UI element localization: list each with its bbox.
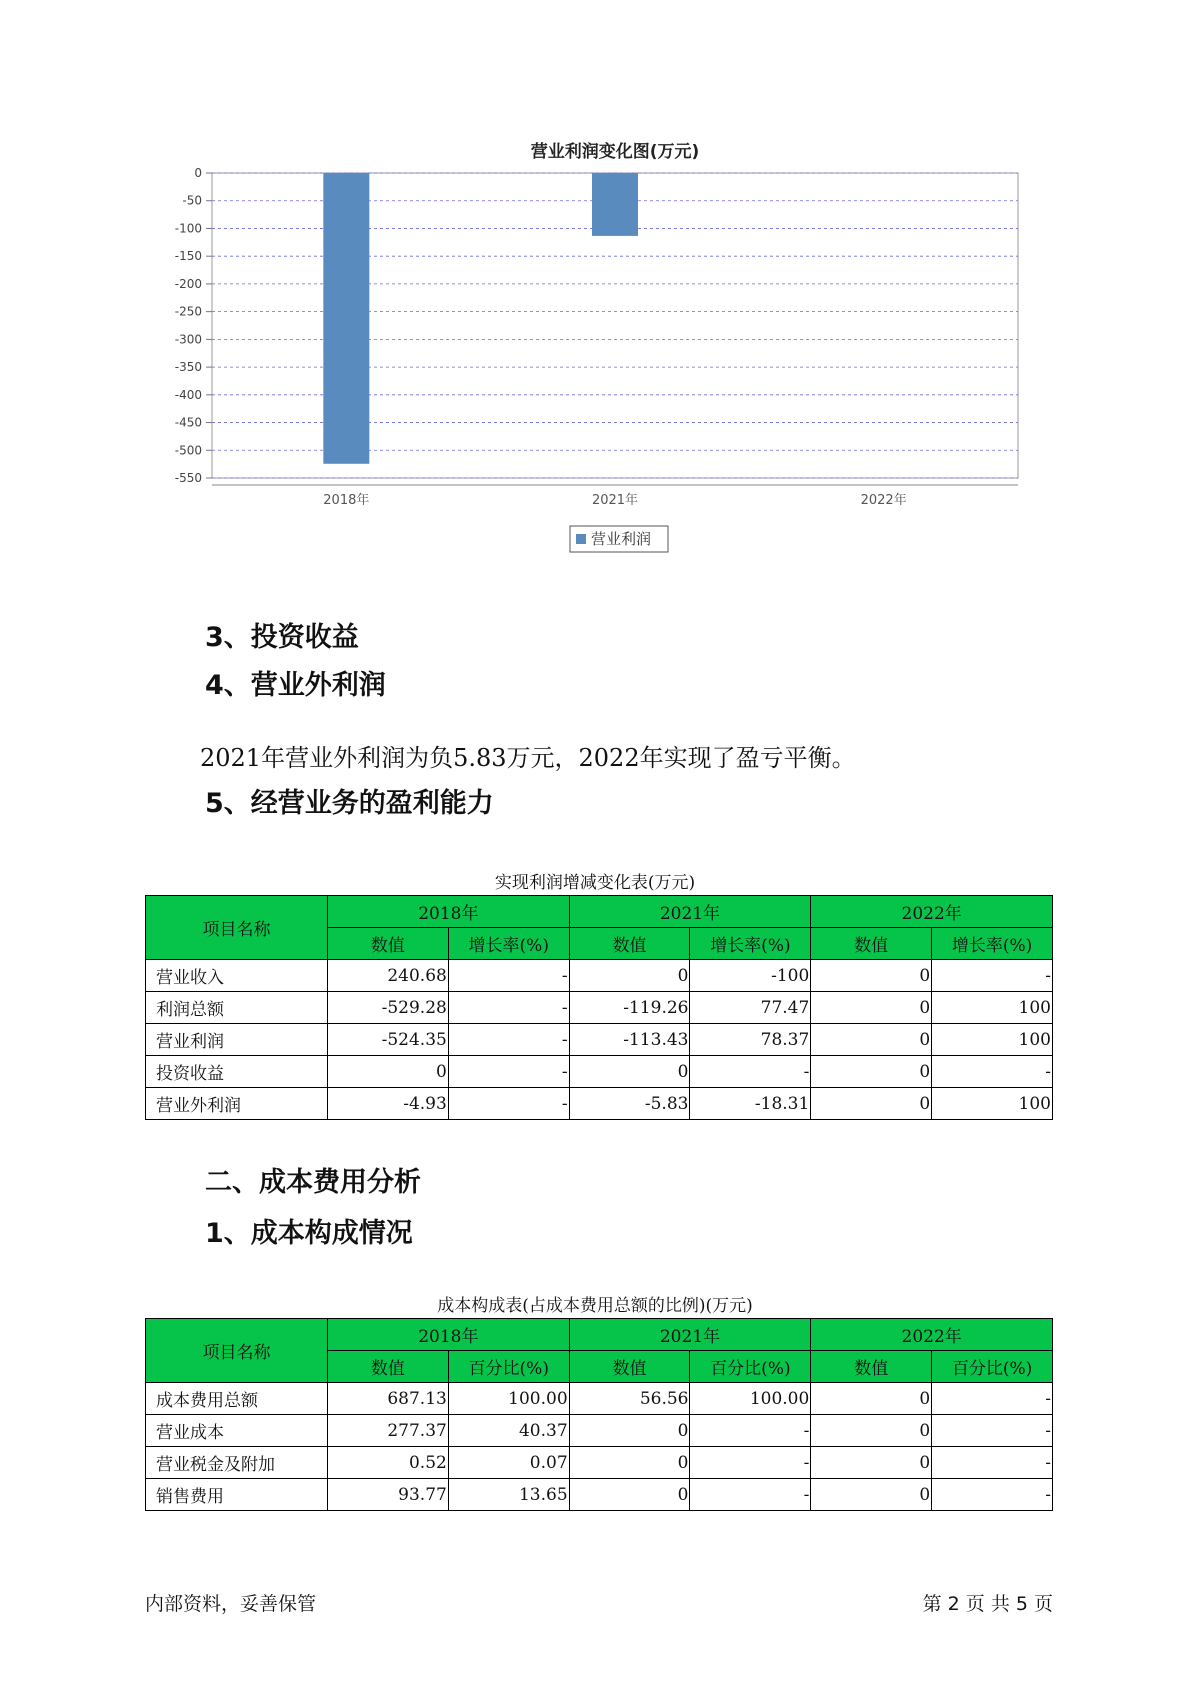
table-cell: 100.00 (690, 1383, 811, 1415)
heading-profitability: 5、经营业务的盈利能力 (205, 788, 494, 819)
table-cell: - (932, 1056, 1053, 1088)
table-cell: - (448, 1056, 569, 1088)
y-tick-label: -250 (174, 304, 202, 319)
table-cell: 0 (811, 1088, 932, 1120)
table-row (146, 992, 1053, 1024)
year-header: 2021年 (569, 896, 811, 928)
footer-confidential-note: 内部资料，妥善保管 (145, 1593, 317, 1615)
legend-label: 营业利润 (591, 530, 652, 548)
x-tick-label: 2021年 (591, 493, 639, 508)
table-cell: 56.56 (569, 1383, 690, 1415)
year-header: 2022年 (811, 1319, 1053, 1351)
y-tick-label: -100 (174, 221, 202, 236)
table-cell: 277.37 (328, 1415, 449, 1447)
table-cell: - (690, 1479, 811, 1511)
row-label: 销售费用 (146, 1479, 328, 1511)
y-tick-label: -450 (174, 415, 202, 430)
y-tick-label: -200 (174, 276, 202, 291)
footer-page-number: 第 2 页 共 5 页 (922, 1593, 1053, 1615)
bar-2 (592, 173, 638, 236)
table-cell: -18.31 (690, 1088, 811, 1120)
y-tick-label: -550 (174, 471, 202, 485)
row-label: 营业利润 (146, 1024, 328, 1056)
year-header: 2018年 (328, 1319, 570, 1351)
percent-header: 百分比(%) (932, 1351, 1053, 1383)
y-tick-label: -350 (174, 360, 202, 375)
value-header: 数值 (811, 1351, 932, 1383)
table-cell: - (448, 1024, 569, 1056)
value-header: 数值 (569, 1351, 690, 1383)
item-name-header: 项目名称 (146, 1319, 328, 1383)
table-cell: - (690, 1056, 811, 1088)
value-header: 数值 (328, 1351, 449, 1383)
table-cell: -5.83 (569, 1088, 690, 1120)
table-cell: - (690, 1447, 811, 1479)
y-tick-label: -150 (174, 249, 202, 264)
growth-header: 增长率(%) (448, 928, 569, 960)
table-cell: 0 (811, 1056, 932, 1088)
y-tick-label: -400 (174, 387, 202, 402)
row-label: 营业税金及附加 (146, 1447, 328, 1479)
table-cell: 0 (811, 1024, 932, 1056)
legend-swatch (576, 534, 586, 544)
table-row (146, 1415, 1053, 1447)
row-label: 营业外利润 (146, 1088, 328, 1120)
table-cell: 100 (932, 1088, 1053, 1120)
table-cell: - (448, 992, 569, 1024)
table-cell: 100.00 (448, 1383, 569, 1415)
heading-investment-income: 3、投资收益 (205, 622, 359, 653)
table2-caption: 成本构成表(占成本费用总额的比例)(万元) (437, 1296, 753, 1316)
item-name-header: 项目名称 (146, 896, 328, 960)
table-cell: 100 (932, 992, 1053, 1024)
table-cell: 0 (811, 960, 932, 992)
table-cell: -524.35 (328, 1024, 449, 1056)
table-row (146, 1383, 1053, 1415)
y-tick-label: -300 (174, 332, 202, 347)
table-cell: -113.43 (569, 1024, 690, 1056)
value-header: 数值 (811, 928, 932, 960)
percent-header: 百分比(%) (690, 1351, 811, 1383)
table-cell: 687.13 (328, 1383, 449, 1415)
table-header-row (146, 896, 1053, 928)
table-cell: - (690, 1415, 811, 1447)
table-cell: - (932, 1383, 1053, 1415)
table-cell: 100 (932, 1024, 1053, 1056)
table-cell: - (932, 1479, 1053, 1511)
table-cell: 40.37 (448, 1415, 569, 1447)
chart-title: 营业利润变化图(万元) (530, 142, 700, 162)
table-cell: 0.07 (448, 1447, 569, 1479)
table-row (146, 1447, 1053, 1479)
table-cell: - (448, 1088, 569, 1120)
heading-cost-analysis: 二、成本费用分析 (205, 1167, 421, 1198)
y-tick-label: -500 (174, 443, 202, 458)
y-tick-label: 0 (194, 166, 202, 180)
year-header: 2022年 (811, 896, 1053, 928)
table-cell: - (448, 960, 569, 992)
growth-header: 增长率(%) (932, 928, 1053, 960)
table-cell: 0 (569, 1447, 690, 1479)
table-body (146, 960, 1053, 1120)
table-cell: 0 (811, 1479, 932, 1511)
table1-caption: 实现利润增减变化表(万元) (494, 873, 696, 893)
table-cell: -119.26 (569, 992, 690, 1024)
table-row (146, 1088, 1053, 1120)
heading-cost-structure: 1、成本构成情况 (205, 1218, 413, 1249)
row-label: 营业收入 (146, 960, 328, 992)
table-cell: 0 (569, 1479, 690, 1511)
table-body (146, 1383, 1053, 1511)
year-header: 2021年 (569, 1319, 811, 1351)
x-tick-label: 2018年 (323, 493, 370, 508)
table-header-row (146, 1319, 1053, 1351)
table-cell: 0 (811, 1447, 932, 1479)
table-cell: 0 (569, 1056, 690, 1088)
cost-structure-table (145, 1318, 1053, 1511)
table-cell: 0 (811, 1415, 932, 1447)
table-row (146, 1479, 1053, 1511)
heading-non-operating-profit: 4、营业外利润 (205, 670, 386, 701)
x-tick-label: 2022年 (860, 493, 907, 508)
table-cell: 93.77 (328, 1479, 449, 1511)
operating-profit-chart (160, 135, 1030, 595)
table-cell: 0 (811, 992, 932, 1024)
table-cell: -4.93 (328, 1088, 449, 1120)
table-cell: 0 (569, 1415, 690, 1447)
paragraph-non-operating-profit: 2021年营业外利润为负5.83万元，2022年实现了盈亏平衡。 (200, 744, 856, 772)
value-header: 数值 (569, 928, 690, 960)
percent-header: 百分比(%) (448, 1351, 569, 1383)
table-row (146, 1024, 1053, 1056)
table-cell: 0.52 (328, 1447, 449, 1479)
table-cell: - (932, 1447, 1053, 1479)
row-label: 投资收益 (146, 1056, 328, 1088)
table-cell: 0 (811, 1383, 932, 1415)
table-cell: 77.47 (690, 992, 811, 1024)
table-cell: -529.28 (328, 992, 449, 1024)
table-row (146, 1056, 1053, 1088)
growth-header: 增长率(%) (690, 928, 811, 960)
row-label: 营业成本 (146, 1415, 328, 1447)
table-cell: 0 (328, 1056, 449, 1088)
profit-change-table (145, 895, 1053, 1120)
bar-1 (323, 173, 369, 464)
value-header: 数值 (328, 928, 449, 960)
year-header: 2018年 (328, 896, 570, 928)
row-label: 利润总额 (146, 992, 328, 1024)
y-tick-label: -50 (182, 193, 202, 208)
row-label: 成本费用总额 (146, 1383, 328, 1415)
table-cell: 78.37 (690, 1024, 811, 1056)
table-cell: 0 (569, 960, 690, 992)
table-cell: 240.68 (328, 960, 449, 992)
table-cell: 13.65 (448, 1479, 569, 1511)
table-cell: -100 (690, 960, 811, 992)
table-cell: - (932, 1415, 1053, 1447)
table-row (146, 960, 1053, 992)
table-cell: - (932, 960, 1053, 992)
